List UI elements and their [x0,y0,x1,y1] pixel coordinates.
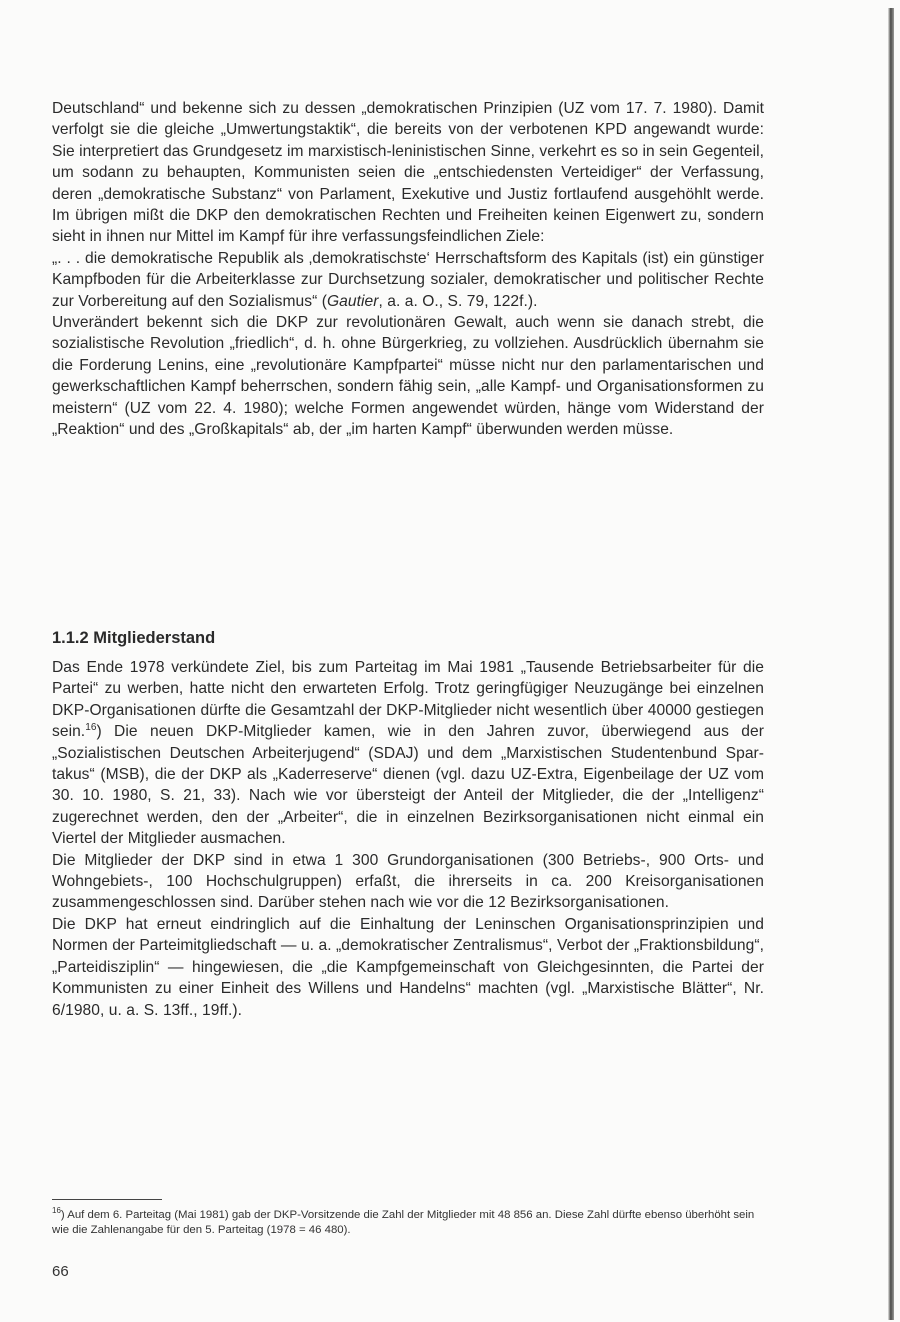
footnote-reference: 16 [85,722,97,734]
footnote-number: 16 [52,1206,61,1216]
section-heading: 1.1.2 Mitgliederstand [52,629,216,647]
paragraph-5: Die DKP hat erneut eindringlich auf die Einhaltung der Leninschen Organisationsprinzipien und Normen der Parteimitgliedschaft — u. a. „demokratischer Zentralismus“, Verbot der „Fraktionsbildung“, „Parteidisziplin“ — hingewiesen, die „die Kampfgemeinschaft von Gleichgesinnten, die Partei der Kommunisten zu einer Einheit des Willens und Handelns“ machten (vgl. „Marxistische Blätter“, Nr. 6/1980, u. a. S. 13ff., 19ff.). [52,915,764,1019]
scan-edge-shadow [888,8,894,1320]
quotation-author: Gautier [326,292,379,310]
page-content [52,98,764,1019]
quotation-text: „. . . die demokratische Republik als ‚demokratischste‘ Herrschaftsform des Kapitals (ist) ein günstiger Kampfboden für die Arbeiterklasse zur Durchsetzung sozialer, demokratischer und politischer Rechte zur Vorbereitung auf den Sozialismus“ ( [52,249,764,310]
page-number: 66 [52,1263,69,1280]
paragraph-3-part-a: Das Ende 1978 verkündete Ziel, bis zum Parteitag im Mai 1981 „Tausende Betriebsarbeiter für die Partei“ zu werben, hatte nicht den erwarteten Erfolg. Trotz geringfügiger Neuzugänge bei einzelnen DKP-Organisationen dürfte die Gesamtzahl der DKP-Mitglieder nicht wesentlich über 40000 gestiegen sein. [52,659,764,741]
paragraph-4: Die Mitglieder der DKP sind in etwa 1 300 Grundorganisationen (300 Betriebs-, 900 Orts- und Wohngebiets-, 100 Hochschulgruppen) erfaßt, die ihrerseits in ca. 200 Kreisorganisationen zusammengeschlossen sind. Darüber stehen nach wie vor die 12 Bezirksorganisationen. [52,851,764,912]
paragraph-3-part-b: ) Die neuen DKP-Mitglieder kamen, wie in den Jahren zuvor, überwiegend aus der „Sozialistischen Deutschen Arbeiterjugend“ (SDAJ) und dem „Marxistischen Studentenbund Spartakus“ (MSB), die der DKP als „Kaderreserve“ dienen (vgl. dazu UZ-Extra, Eigenbeilage der UZ vom 30. 10. 1980, S. 21, 33). Nach wie vor übersteigt der Anteil der Mitglieder, die der „Intelligenz“ zugerechnet werden, den der „Arbeiter“, die in einzelnen Bezirksorganisationen nicht einmal ein Viertel der Mitglieder ausmachen. [52,723,764,848]
paragraph-2: Unverändert bekennt sich die DKP zur revolutionären Gewalt, auch wenn sie danach strebt, die sozialistische Revolution „friedlich“, d. h. ohne Bürgerkrieg, zu vollziehen. Ausdrücklich übernahm sie die Forderung Lenins, eine „revolutionäre Kampfpartei“ müsse nicht nur den parlamentarischen und gewerkschaftlichen Kampf beherrschen, sondern fähig sein, „alle Kampf- und Organisationsformen zu meistern“ (UZ vom 22. 4. 1980); welche Formen angewendet würden, hänge vom Widerstand der „Reaktion“ und des „Großkapitals“ ab, der „im harten Kampf“ überwunden werden müsse. [52,314,764,439]
paragraph-3 [52,657,764,850]
paragraph-1: Deutschland“ und bekenne sich zu dessen „demokratischen Prinzipien (UZ vom 17. 7. 1980). Damit verfolgt sie die gleiche „Umwertungstaktik“, die bereits von der verbotenen KPD angewandt wurde: Sie interpretiert das Grundgesetz im marxistisch-leninistischen Sinne, verkehrt es so in sein Gegenteil, um sodann zu behaupten, Kommunisten seien die „entschiedensten Verteidiger“ der Verfassung, deren „demokratische Substanz“ von Parlament, Exekutive und Justiz fortlaufend ausgehöhlt werde. Im übrigen mißt die DKP den demokratischen Rechten und Freiheiten keinen Eigenwert zu, sondern sieht in ihnen nur Mittel im Kampf für ihre verfassungsfeindlichen Ziele: [52,100,764,246]
footnote-text: ) Auf dem 6. Parteitag (Mai 1981) gab der DKP-Vorsitzende die Zahl der Mitglieder mit 48 856 an. Diese Zahl dürfte ebenso überhöht sein wie die Zahlenangabe für den 5. Parteitag (1978 = 46 480). [52,1209,755,1236]
footnote [52,1208,764,1238]
section-body [52,657,764,1021]
quotation-source: , a. a. O., S. 79, 122f.). [378,292,538,310]
quotation [52,248,764,312]
footnote-divider [52,1199,162,1200]
